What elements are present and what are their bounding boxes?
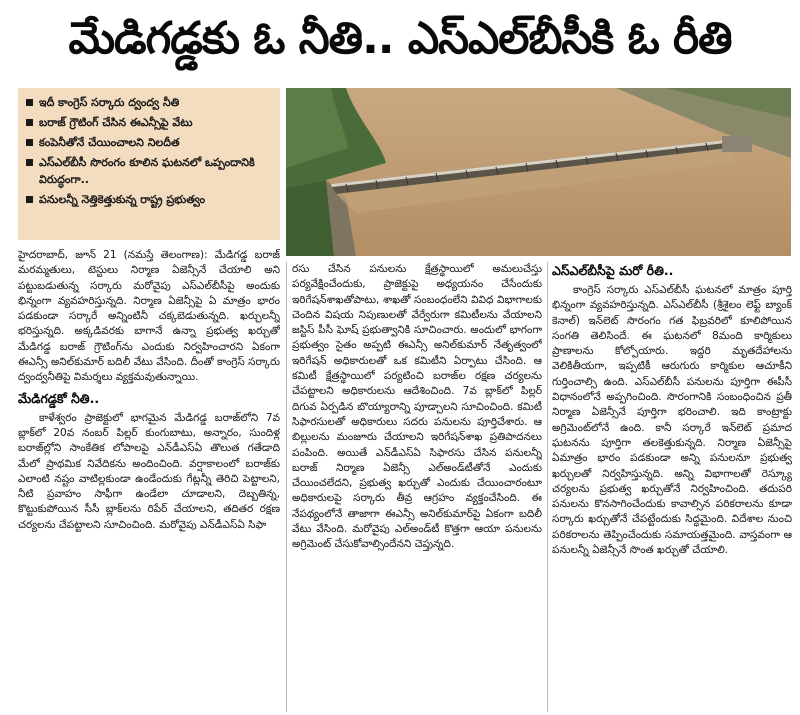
highlight-item xyxy=(26,191,272,208)
highlight-item xyxy=(26,94,272,111)
bullet-square-icon xyxy=(26,119,33,126)
highlight-text: ఎస్ఎల్‌బీసీ సొరంగం కూలిన ఘటనలో ఒప్పందానికి విరుద్ధంగా.. xyxy=(39,156,255,186)
highlight-text: కంపెనీతోనే చేయించాలని నిలదీత xyxy=(39,136,180,149)
highlight-item xyxy=(26,134,272,151)
barrage-photo xyxy=(286,88,791,256)
subheading: ఎస్ఎల్‌బీసీపై మరో రీతి.. xyxy=(552,263,674,278)
highlight-text: పనులన్నీ నెత్తికెత్తుకున్న రాష్ట్ర ప్రభుత్వం xyxy=(39,193,206,206)
article-column-3 xyxy=(552,262,792,714)
article-paragraph: కాళేశ్వరం ప్రాజెక్టులో భాగమైన మేడిగడ్డ బరాజ్‌లోని 7వ బ్లాక్‌లో 20వ నంబర్ పిల్లర్ కుంగుబాటు, అన్నారం, సుందిళ్ల బరాజ్‌ల్లోని సాంకేతిక లోపాలపై ఎన్‌డీఎస్‌ఏ తొలుత గతేడాది మేలో ప్రాథమిక నివేదికను అందించింది. వర్షాకాలంలో బరాజ్‌కు ఎలాంటి నష్టం వాటిల్లకుండా ఉండేందుకు గేట్లన్నీ తెరిచి పెట్టాలని, నీటి ప్రవాహం సాఫీగా ఉండేలా చూడాలని, దెబ్బతిన్న, కొట్టుకుపోయిన సీసీ బ్లాక్‌లను రిపేర్ చేయాలని, తదితర రక్షణ చర్యలను చేపట్టాలని సూచించింది. మరోవైపు ఎన్‌డీఎస్‌ఏ సిఫా xyxy=(18,411,280,531)
highlight-text: బరాజ్ గ్రౌటింగ్ చేసిన ఈఎన్సీపై వేటు xyxy=(39,116,193,129)
article-paragraph: రసు చేసిన పనులను క్షేత్రస్థాయిలో అమలుచేస్తు పర్యవేక్షించేందుకు, ప్రాజెక్టుపై అధ్యయనం చేసేందుకు ఇరిగేషన్‌శాఖతోపాటు, శాఖతో సంబంధంలేని వివిధ విభాగాలకు చెందిన విషయ నిపుణులతో వేర్వేరుగా కమిటీలను వేయాలని జస్టిస్ పీసీ ఘోష్ ప్రభుత్వానికి సూచించారు. అందులో భాగంగా ప్రభుత్వం సైతం అప్పటి ఈఎన్సీ అనిల్‌కుమార్ నేతృత్వంలో ఇరిగేషన్ అధికారులతో ఒక కమిటీని ఏర్పాటు చేసింది. ఆ కమిటీ క్షేత్రస్థాయిలో పర్యటించి బరాజ్‌ల రక్షణ చర్యలను చేపట్టాలని అధికారులను ఆదేశించింది. 7వ బ్లాక్‌లో పిల్లర్ దిగువ ఏర్పడిన బొయ్యారాన్ని పూడ్చాలని సూచించింది. కమిటీ సిఫారసులతో అధికారులు సదరు పనులను పూర్తిచేశారు. ఆ బిల్లులను మంజూరు చేయాలని ఇరిగేషన్‌శాఖ ప్రతిపాదనలు పంపింది. అయితే ఎన్‌డీఎస్‌ఏ సిఫారసు చేసిన పనులన్నీ బరాజ్ నిర్మాణ ఏజెన్సీ ఎల్అండ్‌టీతోనే ఎందుకు చేయించలేదని, ప్రభుత్వ ఖర్చుతో ఎందుకు చేయించారంటూ అధికారులపై సర్కారు తీవ్ర ఆగ్రహం వ్యక్తంచేసింది. ఈ నేపథ్యంలోనే తాజాగా ఈఎన్సీ అనిల్‌కుమార్‌పై ఏకంగా బదిలీ వేటు వేసింది. మరోవైపు ఎల్అండ్‌టీ కొత్తగా ఆయా పనులను అగ్రిమెంట్ చేసుకోవాల్సిందేనని చెప్తున్నది. xyxy=(292,263,542,551)
article-text: మేడిగడ్డ బరాజ్ మరమ్మతులు, టెస్టులు నిర్మాణ ఏజెన్సీనే చేయాలి అని పట్టుబడుతున్న సర్కారు మరోవైపు ఎస్ఎల్‌బీసీపై అందుకు భిన్నంగా వ్యవహరిస్తున్నది. నిర్మాణ ఏజెన్సీపై ఏ మాత్రం భారం పడకుండా సర్కారే అన్నింటినీ చక్కబెడుతున్నది. ఖర్చులన్నీ భరిస్తున్నది. అక్కడివరకు బాగానే ఉన్నా ప్రభుత్వ ఖర్చుతో మేడిగడ్డ బరాజ్ గ్రౌటింగ్‌ను ఎందుకు నిర్వహించారని ఏకంగా ఈఎన్సీ అనిల్‌కుమార్ బదిలీ వేటు వేసింది. దీంతో కాంగ్రెస్ సర్కారు ద్వంద్వనీతిపై విమర్శలు వ్యక్తమవుతున్నాయి. xyxy=(18,249,280,384)
column-divider xyxy=(547,262,548,712)
column-divider xyxy=(286,262,287,712)
subheading: మేడిగడ్డకో నీతి.. xyxy=(18,390,100,406)
bullet-square-icon xyxy=(26,196,33,203)
bullet-square-icon xyxy=(26,159,33,166)
highlight-item xyxy=(26,114,272,131)
headline: మేడిగడ్డకు ఓ నీతి.. ఎస్ఎల్‌బీసీకి ఓ రీతి xyxy=(68,13,732,64)
highlight-text: ఇదీ కాంగ్రెస్ సర్కారు ద్వంద్వ నీతి xyxy=(39,96,180,109)
barrage-photo-illustration xyxy=(286,88,791,256)
article-paragraph: కాంగ్రెస్ సర్కారు ఎస్ఎల్‌బీసీ ఘటనలో మాత్రం పూర్తి భిన్నంగా వ్యవహరిస్తున్నది. ఎస్ఎల్‌బీసీ (శ్రీశైలం లెఫ్ట్ బ్యాంక్ కెనాల్) ఇన్‌లెట్ సొరంగం గత ఫిబ్రవరిలో కూలిపోయిన సంగతి తెలిసిందే. ఈ ఘటనలో 8మంది కార్మికులు ప్రాణాలను కోల్పోయారు. ఇద్దరి మృతదేహాలను వెలికితీయగా, ఇప్పటికీ ఆరుగురు కార్మికుల ఆచూకీని గుర్తించాల్సి ఉంది. ఎస్ఎల్‌బీసీ పనులను పూర్తిగా ఈపీసీ విధానంలోనే అప్పగించింది. సొరంగానికి సంబంధించిన ప్రతీ నిర్మాణ ఏజెన్సీనే పూర్తిగా భరించాలి. ఇది కాంట్రాక్టు అగ్రిమెంట్‌లోనే ఉంది. కానీ సర్కారే ఇన్‌లెట్ ప్రమాద ఘటనను పూర్తిగా తలకెత్తుకున్నది. నిర్మాణ ఏజెన్సీపై ఏమాత్రం భారం పడకుండా అన్ని పనులనూ ప్రభుత్వ ఖర్చులతో నిర్వహిస్తున్నది. అన్ని విభాగాలతో రెస్క్యూ చర్యలను ప్రభుత్వ ఖర్చుతోనే నిర్వహించింది. తదుపరి పనులను కొనసాగించేందుకు కావాల్సిన పరికరాలను కూడా సర్కారు ఖర్చుతోనే చేపట్టేందుకు సిద్ధమైంది. విదేశాల నుంచి పరికరాలను తెప్పించేందుకు సమాయత్తమైంది. వాస్తవంగా ఆ పనులన్నీ ఏజెన్సీనే సొంత ఖర్చుతో చేయాలి. xyxy=(552,284,792,557)
highlights-box xyxy=(18,88,280,240)
highlight-item xyxy=(26,154,272,188)
article-column-2 xyxy=(292,262,542,714)
bullet-square-icon xyxy=(26,99,33,106)
article-paragraph xyxy=(18,248,280,386)
bullet-square-icon xyxy=(26,139,33,146)
dateline: హైదరాబాద్, జూన్ 21 (నమస్తే తెలంగాణ): xyxy=(18,249,208,261)
article-column-1 xyxy=(18,248,280,714)
